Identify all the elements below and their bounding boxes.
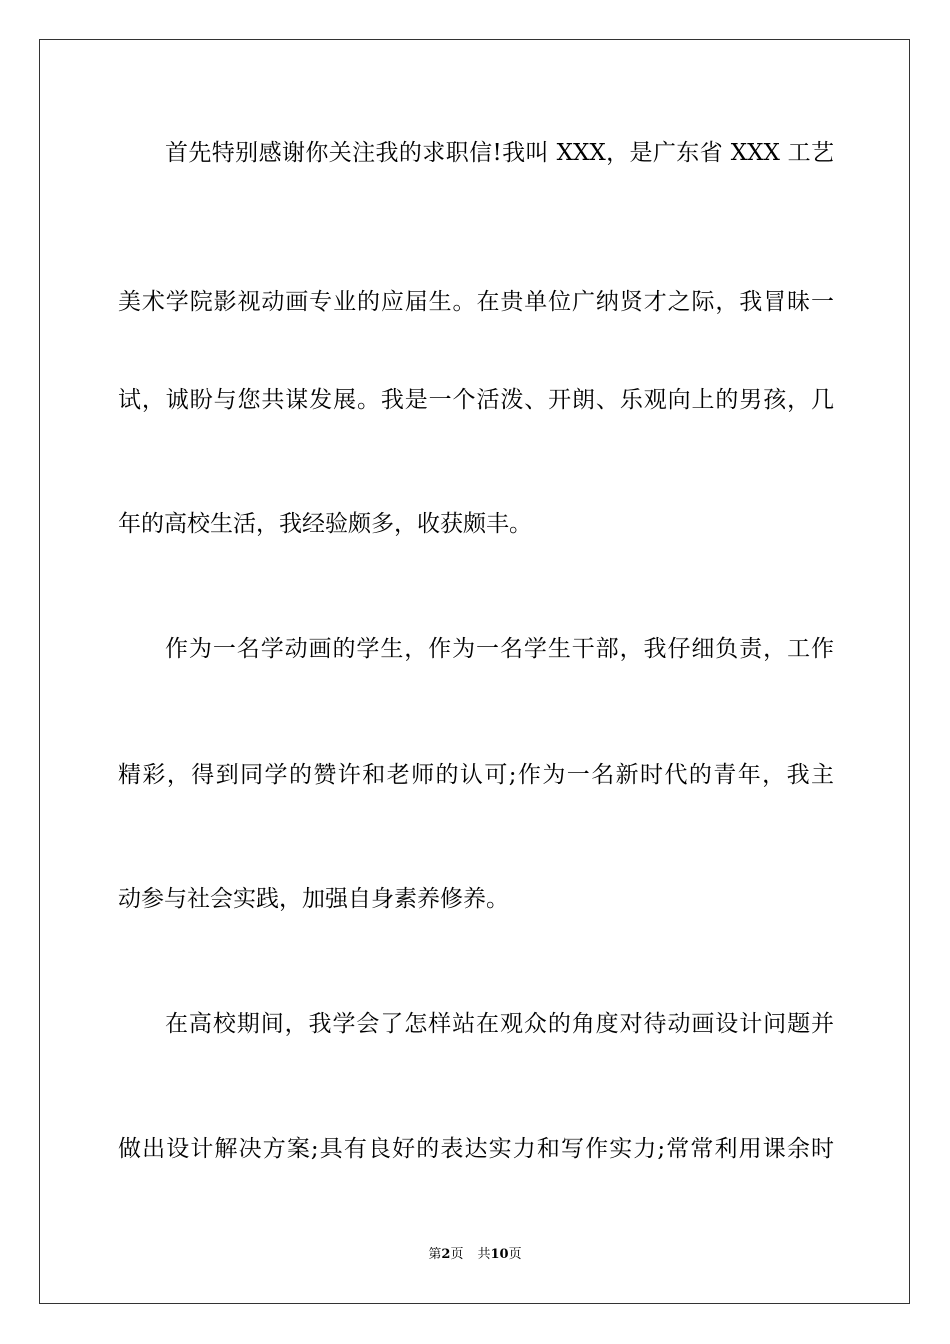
- page-border: [39, 39, 910, 1304]
- paragraph-2-line-3: 动参与社会实践，加强自身素养修养。: [118, 886, 509, 912]
- paragraph-1-line-4: 年的高校生活，我经验颇多，收获颇丰。: [118, 511, 532, 537]
- total-page-number: 10: [490, 1247, 509, 1262]
- page-unit: 页: [450, 1247, 464, 1262]
- total-prefix: 共: [477, 1247, 491, 1262]
- paragraph-1-line-2: 美术学院影视动画专业的应届生。在贵单位广纳贤才之际，我冒昧一: [118, 289, 834, 315]
- paragraph-2-line-1: 作为一名学动画的学生，作为一名学生干部，我仔细负责，工作: [165, 636, 834, 662]
- page-footer: [0, 1246, 950, 1264]
- page-prefix: 第: [428, 1247, 442, 1262]
- total-unit: 页: [508, 1247, 522, 1262]
- paragraph-1-line-1: 首先特别感谢你关注我的求职信!我叫 XXX，是广东省 XXX 工艺: [165, 140, 834, 166]
- paragraph-3-line-2: 做出设计解决方案;具有良好的表达实力和写作实力;常常利用课余时: [118, 1136, 834, 1162]
- paragraph-1-line-3: 试，诚盼与您共谋发展。我是一个活泼、开朗、乐观向上的男孩，几: [118, 387, 834, 413]
- paragraph-2-line-2: 精彩，得到同学的赞许和老师的认可;作为一名新时代的青年，我主: [118, 762, 834, 788]
- paragraph-3-line-1: 在高校期间，我学会了怎样站在观众的角度对待动画设计问题并: [165, 1011, 834, 1037]
- current-page-number: 2: [441, 1247, 451, 1262]
